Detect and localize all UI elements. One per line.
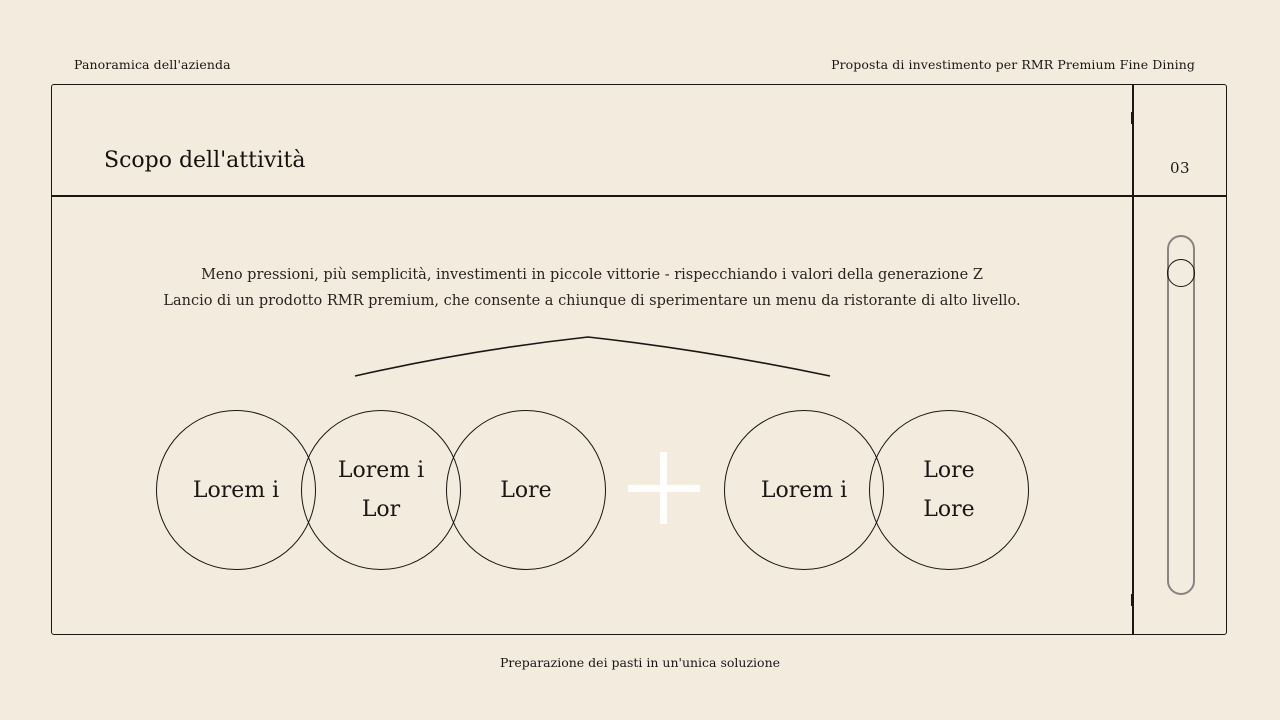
footer-caption: Preparazione dei pasti in un'unica soluzione	[499, 655, 781, 670]
circle-label-line: Lorem i	[192, 477, 280, 503]
circle-label-line: Lore	[923, 497, 975, 522]
venn-circle	[156, 410, 316, 570]
brace-connector-line	[355, 337, 830, 376]
circle-label	[761, 471, 847, 510]
circle-label-line: Lorem i	[760, 477, 848, 503]
circle-label-line: Lore	[923, 458, 975, 483]
section-label: Panoramica dell'azienda	[74, 57, 231, 72]
venn-circle	[301, 410, 461, 570]
page-title: Scopo dell'attività	[104, 148, 306, 173]
proposal-title: Proposta di investimento per RMR Premium Fine Dining	[831, 57, 1195, 72]
circle-label	[923, 451, 974, 529]
circle-label	[500, 471, 551, 510]
description-line: Meno pressioni, più semplicità, investimenti in piccole vittorie - rispecchiando i valori della generazione Z	[201, 267, 983, 283]
venn-circle	[446, 410, 606, 570]
venn-circle	[869, 410, 1029, 570]
page-number: 03	[1169, 159, 1191, 177]
plus-icon	[628, 452, 700, 524]
description-line: Lancio di un prodotto RMR premium, che consente a chiunque di sperimentare un menu da ristorante di alto livello.	[163, 293, 1021, 309]
circle-label	[193, 471, 279, 510]
circle-label	[338, 451, 424, 529]
circle-label-line: Lor	[361, 497, 401, 522]
venn-circle	[724, 410, 884, 570]
circle-label-line: Lorem i	[337, 458, 425, 483]
circle-label-line: Lore	[500, 477, 552, 503]
